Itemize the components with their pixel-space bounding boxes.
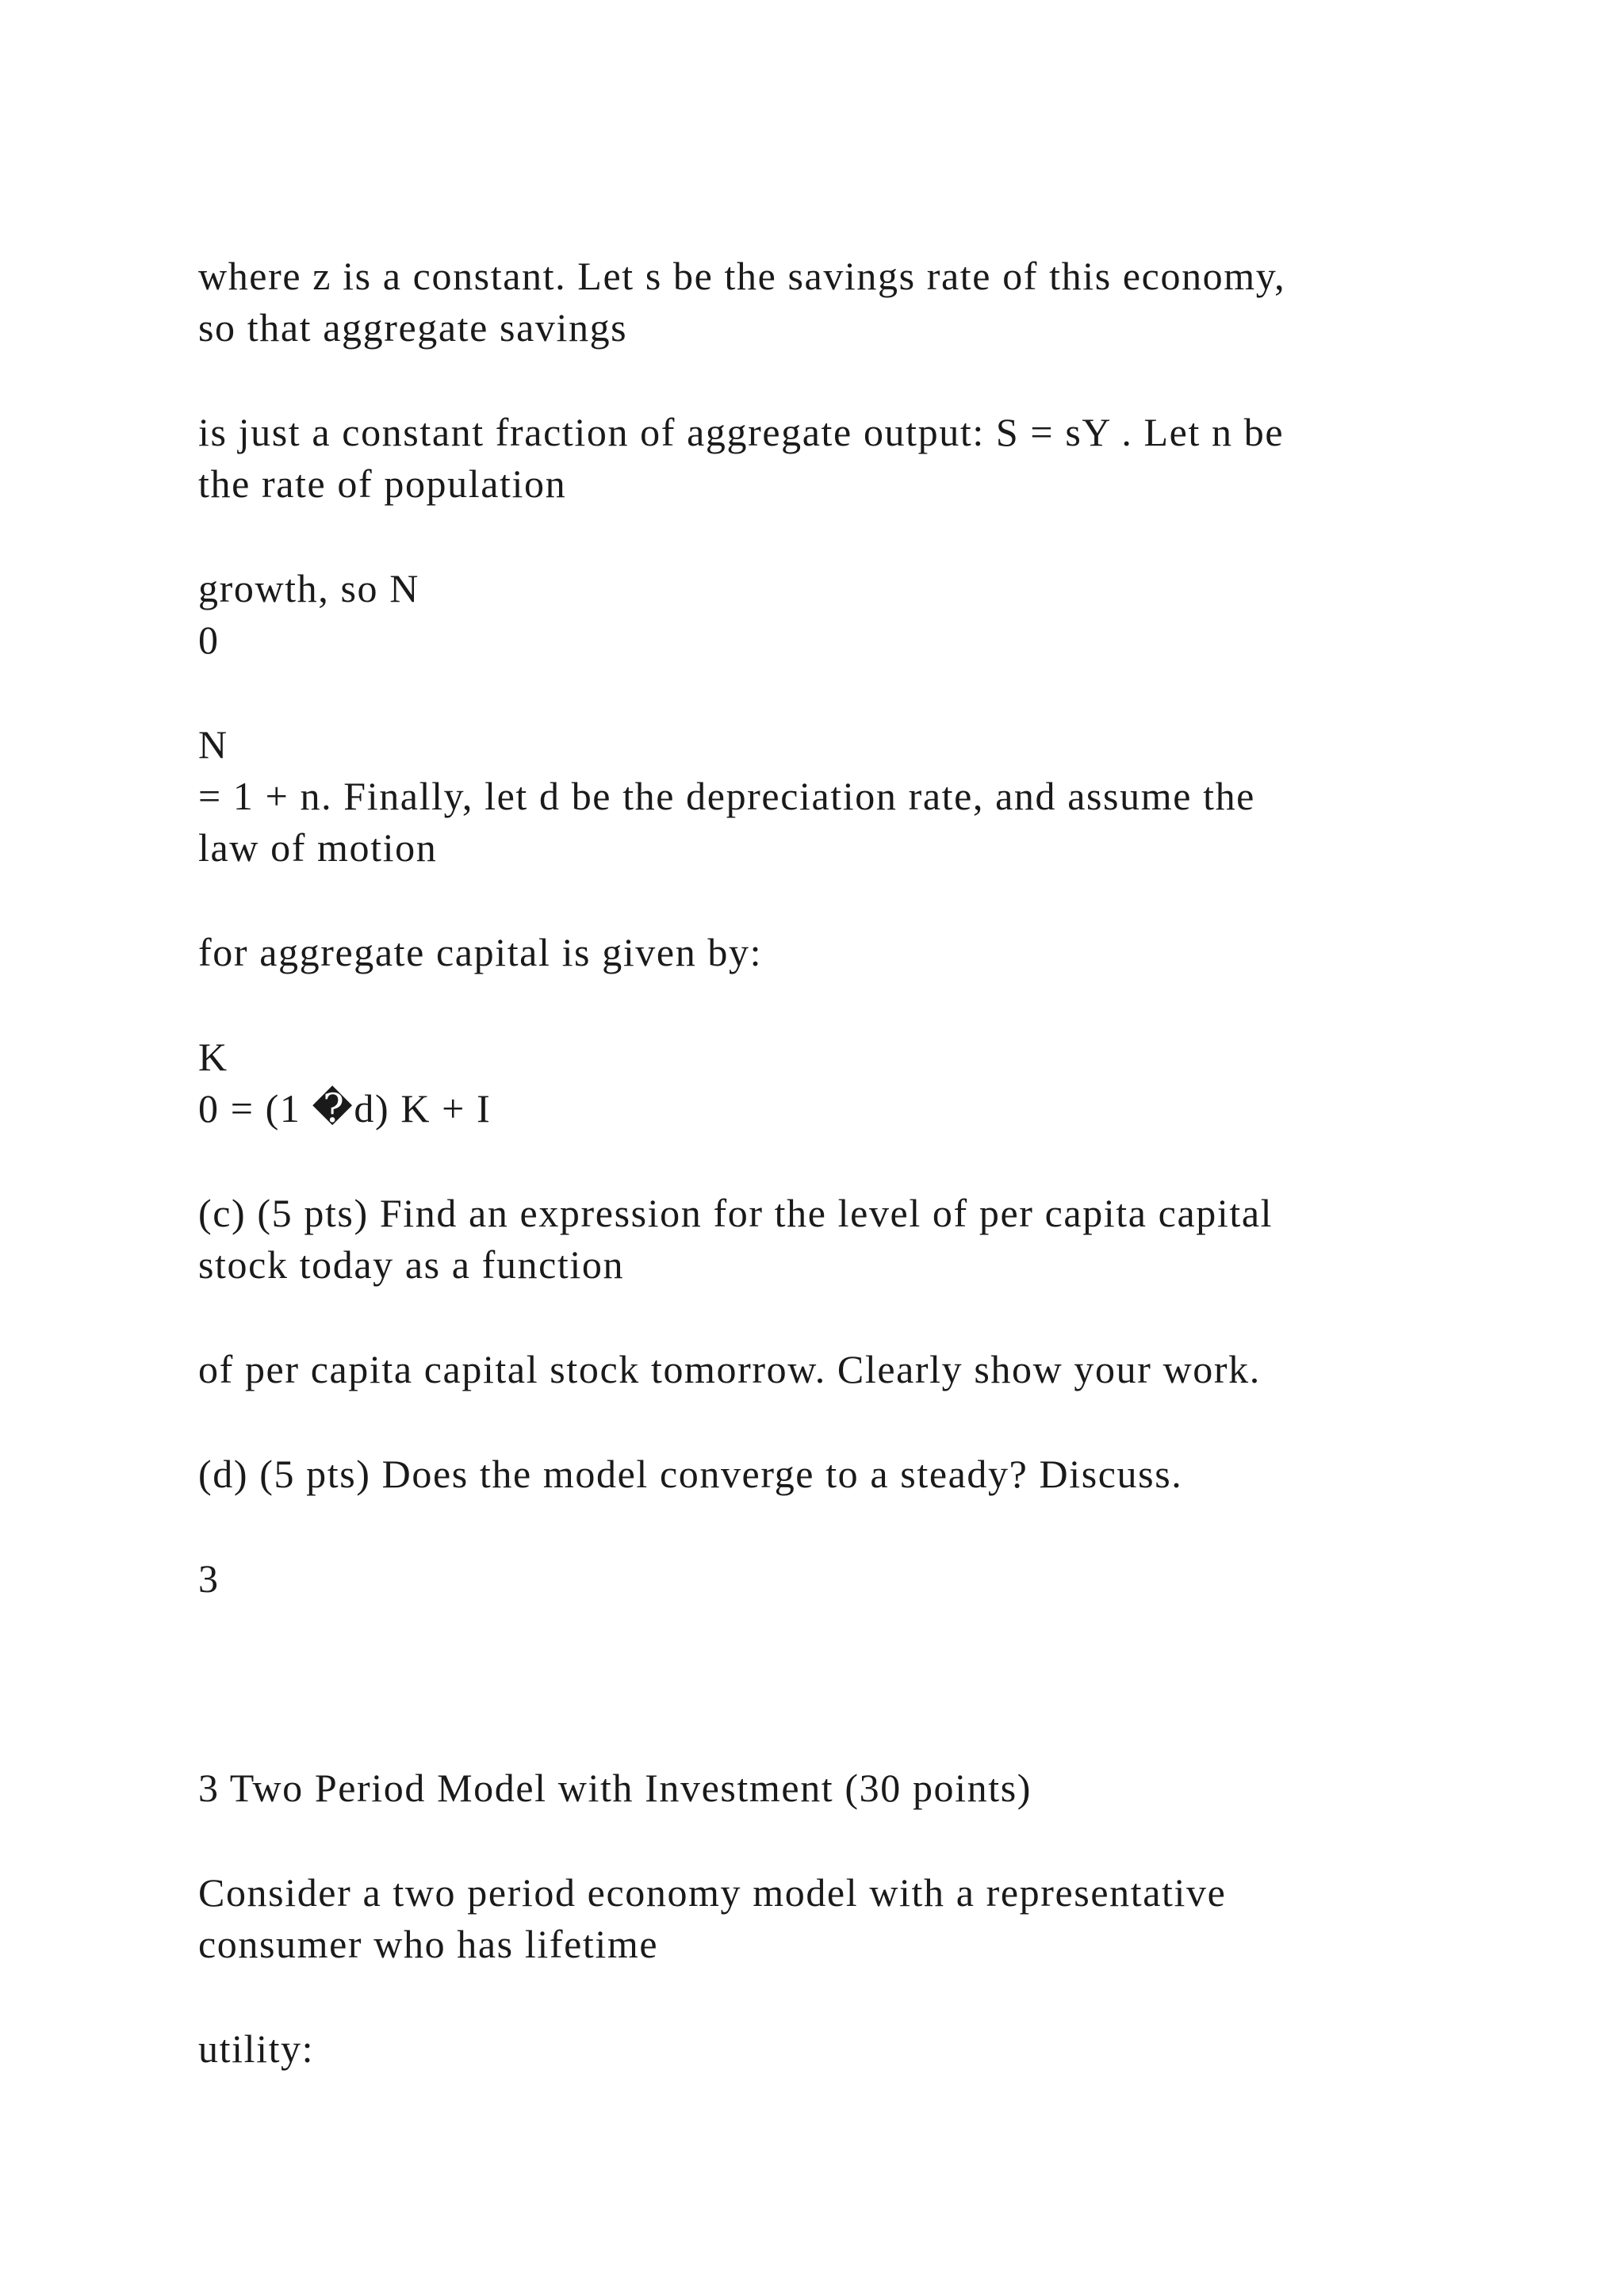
text-line: the rate of population (198, 461, 567, 506)
text-line: law of motion (198, 825, 438, 870)
page-number: 3 (198, 1556, 220, 1601)
question-d: (d) (5 pts) Does the model converge to a steady? Discuss. (198, 1452, 1183, 1496)
text-line: utility: (198, 2026, 315, 2071)
section-heading: 3 Two Period Model with Investment (30 points) (198, 1766, 1032, 1810)
text-line: consumer who has lifetime (198, 1922, 659, 1966)
text-line: for aggregate capital is given by: (198, 930, 763, 974)
text-line: stock today as a function (198, 1242, 625, 1287)
text-line: K (198, 1035, 228, 1079)
question-c: (c) (5 pts) Find an expression for the level of per capita capital (198, 1191, 1274, 1235)
text-line: growth, so N (198, 566, 419, 610)
text-line: where z is a constant. Let s be the savings rate of this economy, (198, 254, 1286, 298)
text-line: of per capita capital stock tomorrow. Clearly show your work. (198, 1347, 1261, 1391)
text-line: is just a constant fraction of aggregate output: S = sY . Let n be (198, 410, 1285, 454)
text-line: Consider a two period economy model with a representative (198, 1870, 1227, 1915)
equation-line: 0 = (1 �d) K + I (198, 1086, 492, 1131)
text-line: N (198, 722, 228, 767)
text-line: 0 (198, 618, 220, 662)
text-line: so that aggregate savings (198, 305, 628, 350)
text-line: = 1 + n. Finally, let d be the depreciation rate, and assume the (198, 774, 1255, 818)
